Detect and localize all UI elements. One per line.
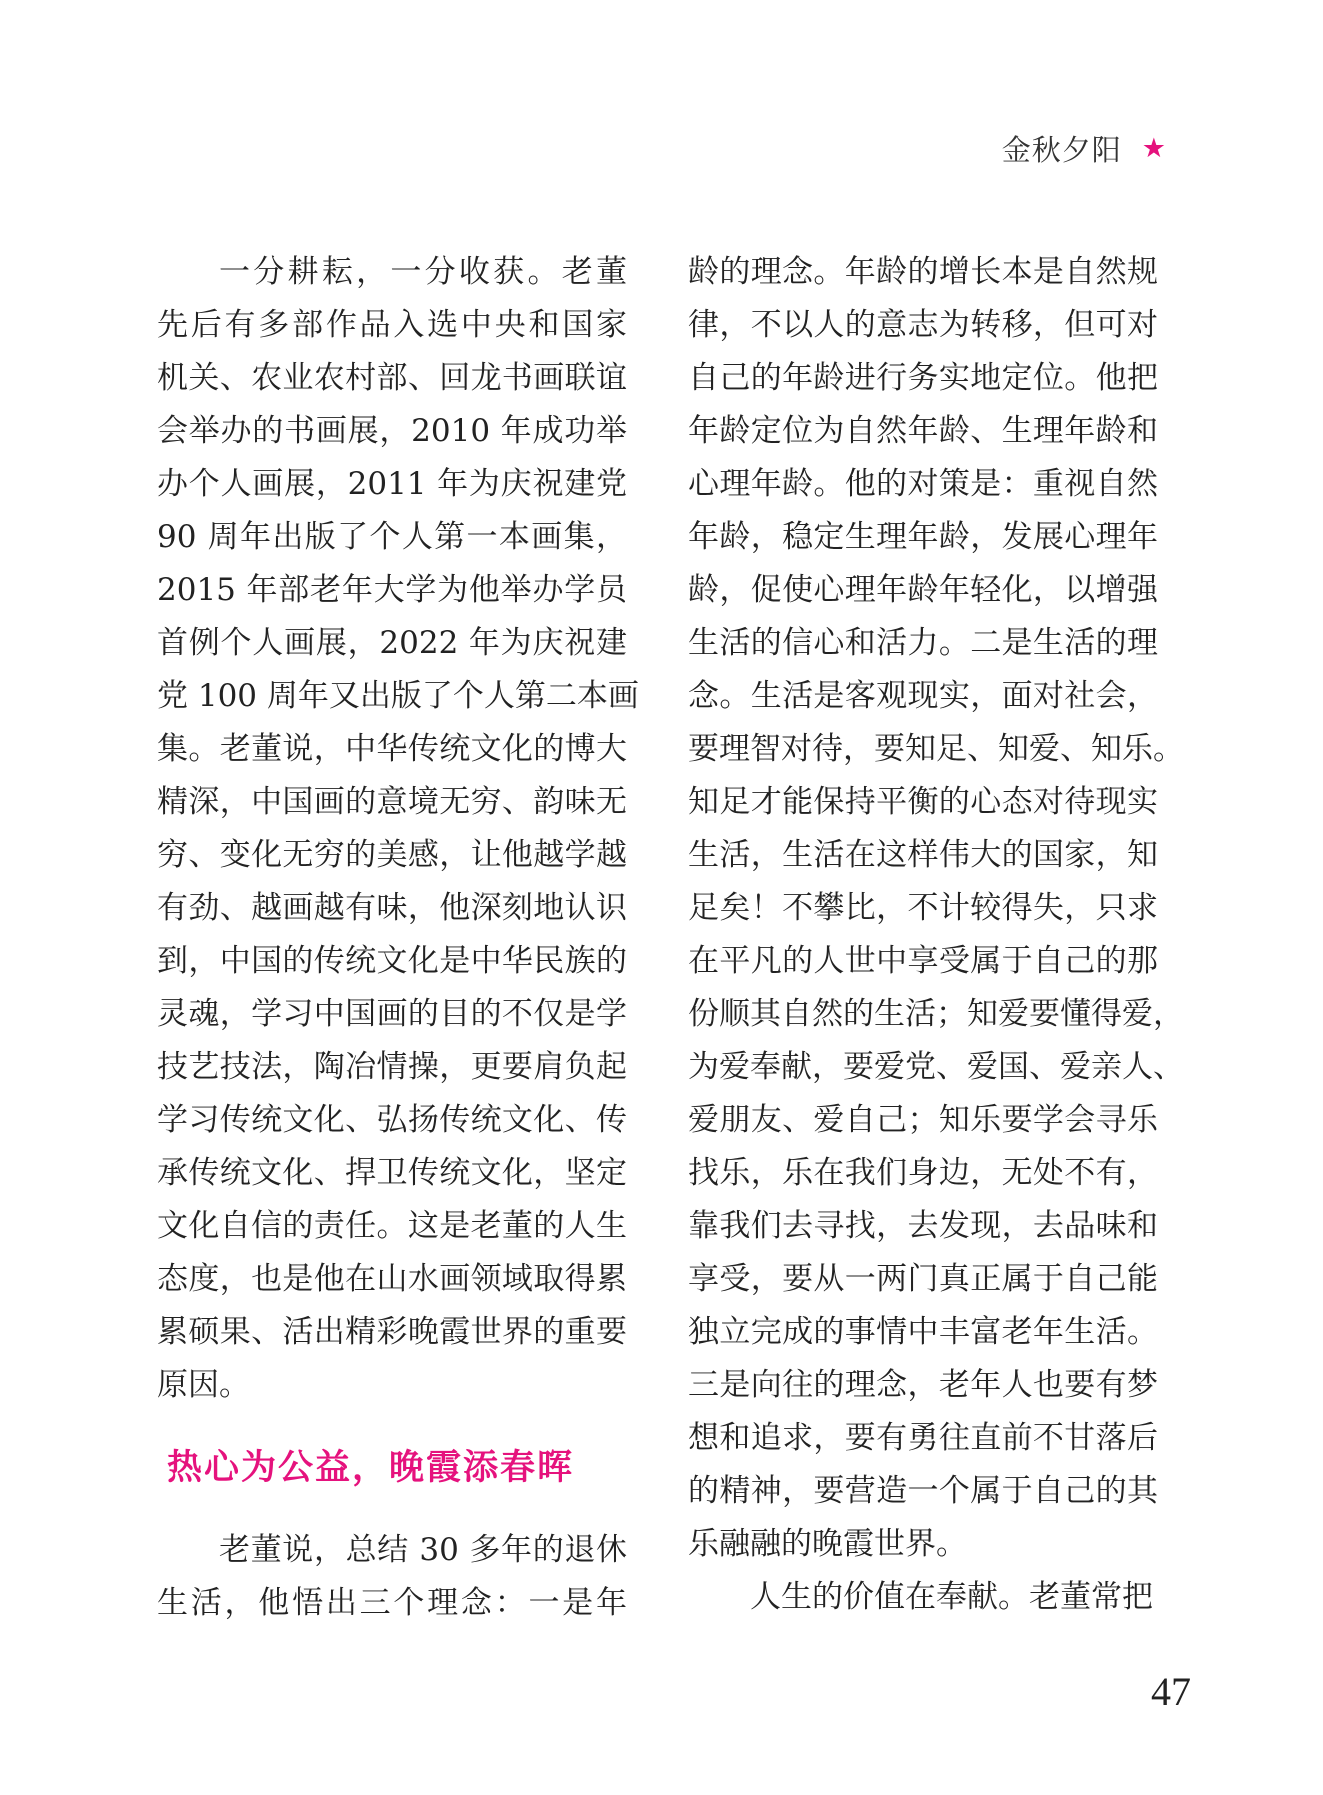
right-paragraph-2 [688,1571,1158,1624]
text-line: 独立完成的事情中丰富老年生活。 [688,1314,1158,1350]
text-line: 原因。 [157,1367,250,1403]
text-line: 承传统文化、捍卫传统文化，坚定 [157,1155,627,1191]
text-line: 为爱奉献，要爱党、爱国、爱亲人、 [688,1049,1184,1085]
text-line: 办个人画展，2011 年为庆祝建党 [157,466,627,502]
text-line: 靠我们去寻找，去发现，去品味和 [688,1208,1158,1244]
text-line: 的精神，要营造一个属于自己的其 [688,1473,1158,1509]
section-subheading: 热心为公益，晚霞添春晖 [167,1448,575,1488]
text-line: 老董说，总结 30 多年的退休 [219,1532,627,1568]
text-line: 人生的价值在奉献。老董常把 [750,1579,1153,1615]
text-line: 灵魂，学习中国画的目的不仅是学 [157,996,627,1032]
text-line: 生活，生活在这样伟大的国家，知 [688,837,1158,873]
text-line: 年龄定位为自然年龄、生理年龄和 [688,413,1158,449]
running-header [1002,128,1166,168]
text-line: 乐融融的晚霞世界。 [688,1526,967,1562]
text-line: 文化自信的责任。这是老董的人生 [157,1208,627,1244]
text-line: 龄，促使心理年龄年轻化，以增强 [688,572,1158,608]
section-title: 金秋夕阳 [1001,132,1122,167]
text-line: 会举办的书画展，2010 年成功举 [157,413,627,449]
text-line: 态度，也是他在山水画领域取得累 [157,1261,627,1297]
star-icon: ★ [1141,132,1166,164]
text-line: 律，不以人的意志为转移，但可对 [688,307,1158,343]
text-line: 足矣！不攀比，不计较得失，只求 [688,890,1158,926]
text-line: 龄的理念。年龄的增长本是自然规 [688,254,1158,290]
text-line: 生活，他悟出三个理念：一是年 [157,1585,627,1621]
text-line: 穷、变化无穷的美感，让他越学越 [157,837,627,873]
text-line: 心理年龄。他的对策是：重视自然 [688,466,1158,502]
text-line: 要理智对待，要知足、知爱、知乐。 [688,731,1184,767]
text-line: 有劲、越画越有味，他深刻地认识 [157,890,627,926]
text-line: 年龄，稳定生理年龄，发展心理年 [688,519,1158,555]
text-line: 首例个人画展，2022 年为庆祝建 [157,625,627,661]
text-line: 学习传统文化、弘扬传统文化、传 [157,1102,627,1138]
text-line: 机关、农业农村部、回龙书画联谊 [157,360,627,396]
left-paragraph-2 [157,1524,627,1630]
text-line: 精深，中国画的意境无穷、韵味无 [157,784,627,820]
text-line: 三是向往的理念，老年人也要有梦 [688,1367,1158,1403]
text-line: 念。生活是客观现实，面对社会， [688,678,1158,714]
text-line: 2015 年部老年大学为他举办学员 [157,572,627,608]
text-line: 一分耕耘，一分收获。老董 [219,254,627,290]
text-line: 爱朋友、爱自己；知乐要学会寻乐 [688,1102,1158,1138]
text-line: 先后有多部作品入选中央和国家 [157,307,627,343]
text-line: 党 100 周年又出版了个人第二本画 [157,678,639,714]
page-number: 47 [1151,1669,1191,1714]
right-paragraph-1 [688,246,1184,1571]
right-column [688,246,1184,1624]
text-line: 集。老董说，中华传统文化的博大 [157,731,627,767]
text-line: 份顺其自然的生活；知爱要懂得爱， [688,996,1184,1032]
text-line: 享受，要从一两门真正属于自己能 [688,1261,1158,1297]
text-line: 知足才能保持平衡的心态对待现实 [688,784,1158,820]
text-line: 想和追求，要有勇往直前不甘落后 [688,1420,1158,1456]
left-column [157,246,639,1630]
text-line: 生活的信心和活力。二是生活的理 [688,625,1158,661]
left-paragraph-1 [157,246,639,1412]
text-line: 找乐，乐在我们身边，无处不有， [688,1155,1158,1191]
text-line: 在平凡的人世中享受属于自己的那 [688,943,1158,979]
text-line: 累硕果、活出精彩晚霞世界的重要 [157,1314,627,1350]
text-line: 到，中国的传统文化是中华民族的 [157,943,627,979]
text-line: 90 周年出版了个人第一本画集， [157,519,627,555]
text-line: 技艺技法，陶冶情操，更要肩负起 [157,1049,627,1085]
text-line: 自己的年龄进行务实地定位。他把 [688,360,1158,396]
